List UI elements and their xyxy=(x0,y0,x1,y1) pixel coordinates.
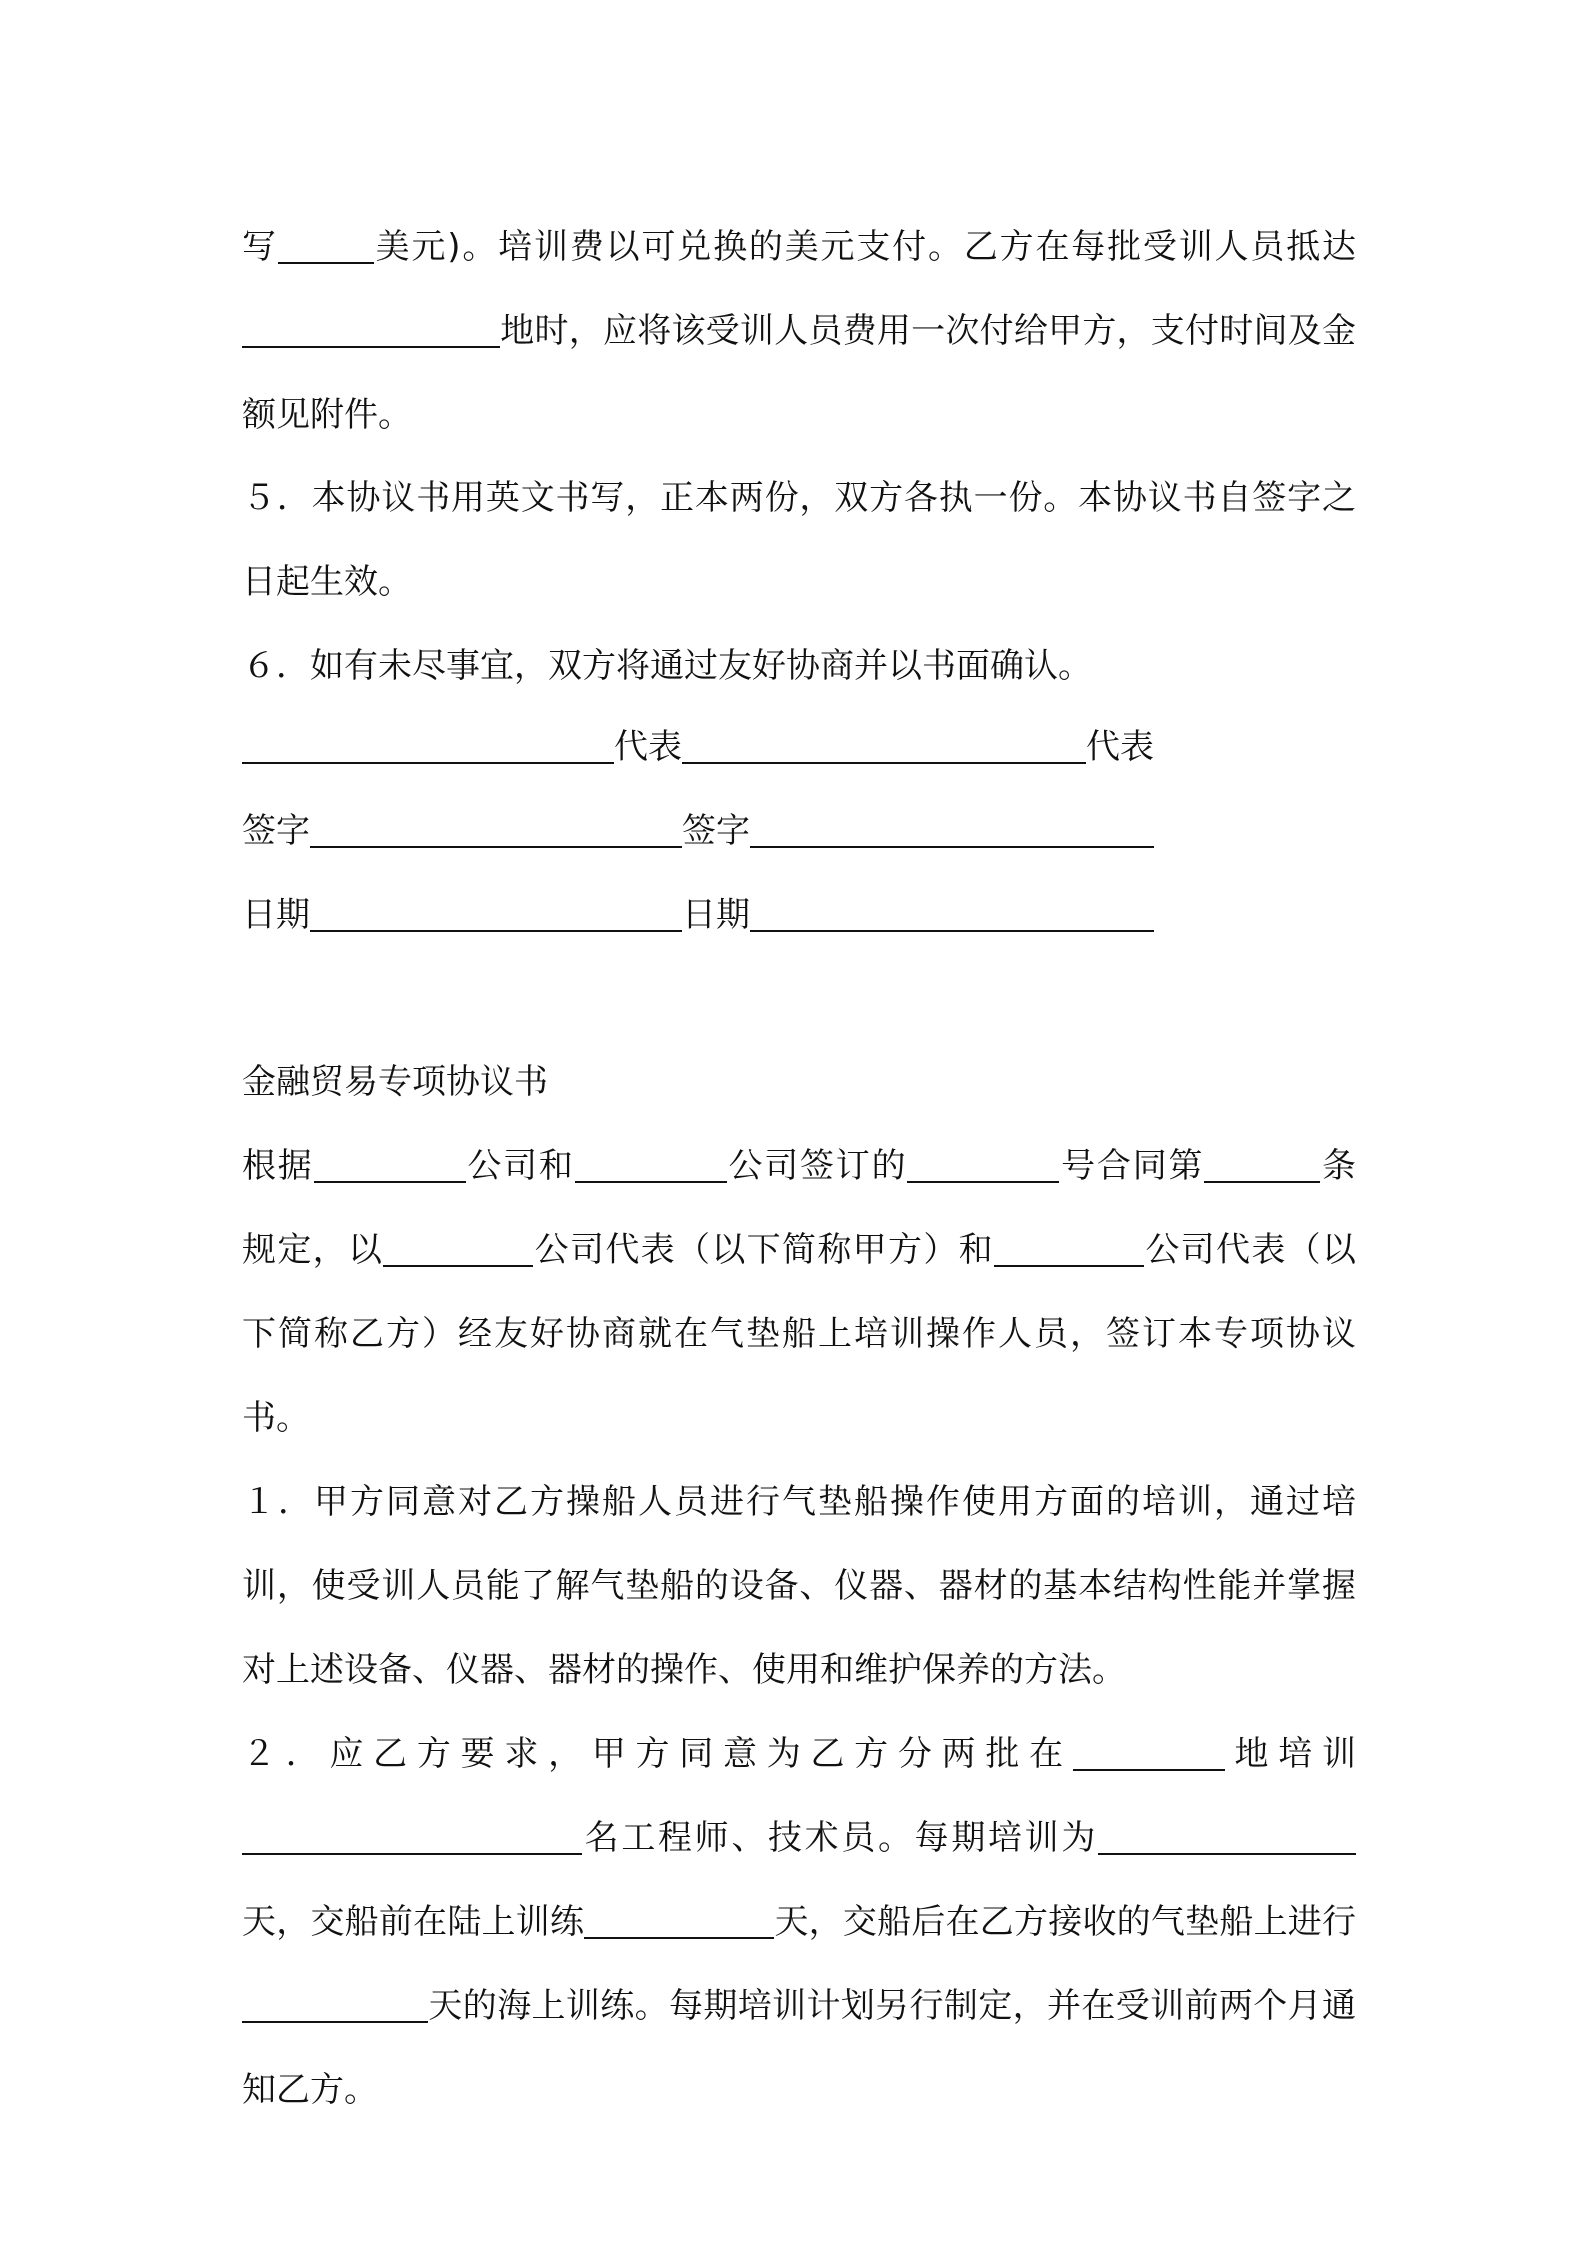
representative-label-a: 代表 xyxy=(614,727,682,767)
company-a-blank xyxy=(314,1147,466,1183)
party-b-company-blank xyxy=(994,1231,1144,1267)
signature-block xyxy=(242,705,1356,957)
date-label-a: 日期 xyxy=(242,895,310,935)
intro-text-4: 号合同第 xyxy=(1059,1146,1205,1186)
payment-text-3: 地时，应将该受训人员费用一次付给甲方，支付时间及金额见附件。 xyxy=(242,311,1356,435)
party-a-name-blank xyxy=(242,728,614,764)
payment-paragraph xyxy=(242,205,1356,457)
signature-blank-a xyxy=(310,812,682,848)
signature-row xyxy=(242,789,1356,873)
item2-text-4: 天，交船前在陆上训练 xyxy=(242,1902,585,1942)
item-1: １．甲方同意对乙方操船人员进行气垫船操作使用方面的培训，通过培训，使受训人员能了解气垫船的设备、仪器、器材的基本结构性能并掌握对上述设备、仪器、器材的操作、使用和维护保养的方法。 xyxy=(242,1482,1356,1690)
intro-paragraph xyxy=(242,1124,1356,1460)
item2-text-6: 天的海上训练。每期培训计划另行制定，并在受训前两个月通知乙方。 xyxy=(242,1986,1356,2110)
land-training-days-blank xyxy=(584,1903,774,1939)
item2-text-1: ２．应乙方要求，甲方同意为乙方分两批在 xyxy=(242,1734,1073,1774)
document-title: 金融贸易专项协议书 xyxy=(242,1062,548,1102)
item2-text-2: 地培训 xyxy=(1224,1734,1357,1774)
payment-text-2: 美元)。培训费以可兑换的美元支付。乙方在每批受训人员抵达 xyxy=(373,227,1357,267)
article-number-blank xyxy=(1204,1147,1320,1183)
party-b-name-blank xyxy=(682,728,1086,764)
sea-training-days-blank xyxy=(242,1987,428,2023)
payment-text-1: 写 xyxy=(242,227,278,267)
intro-text-6: 公司代表（以下简称甲方）和 xyxy=(533,1230,995,1270)
item2-text-5: 天，交船后在乙方接收的气垫船上进行 xyxy=(774,1902,1357,1942)
contract-number-blank xyxy=(907,1147,1059,1183)
item2-text-3: 名工程师、技术员。每期培训为 xyxy=(582,1818,1098,1858)
clause-6: ６．如有未尽事宜，双方将通过友好协商并以书面确认。 xyxy=(242,646,1092,686)
intro-text-5: 条规定，以 xyxy=(242,1146,1357,1270)
party-a-company-blank xyxy=(383,1231,533,1267)
intro-text-7: 公司代表（以下简称乙方）经友好协商就在气垫船上培训操作人员，签订本专项协议书。 xyxy=(242,1230,1357,1438)
training-days-blank xyxy=(1098,1819,1356,1855)
representative-row xyxy=(242,705,1356,789)
intro-text-3: 公司签订的 xyxy=(726,1146,908,1186)
training-location-blank xyxy=(1073,1735,1225,1771)
intro-text-1: 根据 xyxy=(242,1146,314,1186)
blank-field xyxy=(242,312,500,348)
date-row xyxy=(242,873,1356,957)
blank-field xyxy=(278,228,374,264)
item-2 xyxy=(242,1712,1356,2132)
intro-text-2: 公司和 xyxy=(465,1146,575,1186)
date-label-b: 日期 xyxy=(682,895,750,935)
date-blank-b xyxy=(750,896,1154,932)
trainee-count-blank xyxy=(242,1819,582,1855)
company-b-blank xyxy=(575,1147,727,1183)
clause-5: ５．本协议书用英文书写，正本两份，双方各执一份。本协议书自签字之日起生效。 xyxy=(242,478,1356,602)
date-blank-a xyxy=(310,896,682,932)
signature-blank-b xyxy=(750,812,1154,848)
representative-label-b: 代表 xyxy=(1086,727,1154,767)
signature-label-a: 签字 xyxy=(242,811,310,851)
signature-label-b: 签字 xyxy=(682,811,750,851)
